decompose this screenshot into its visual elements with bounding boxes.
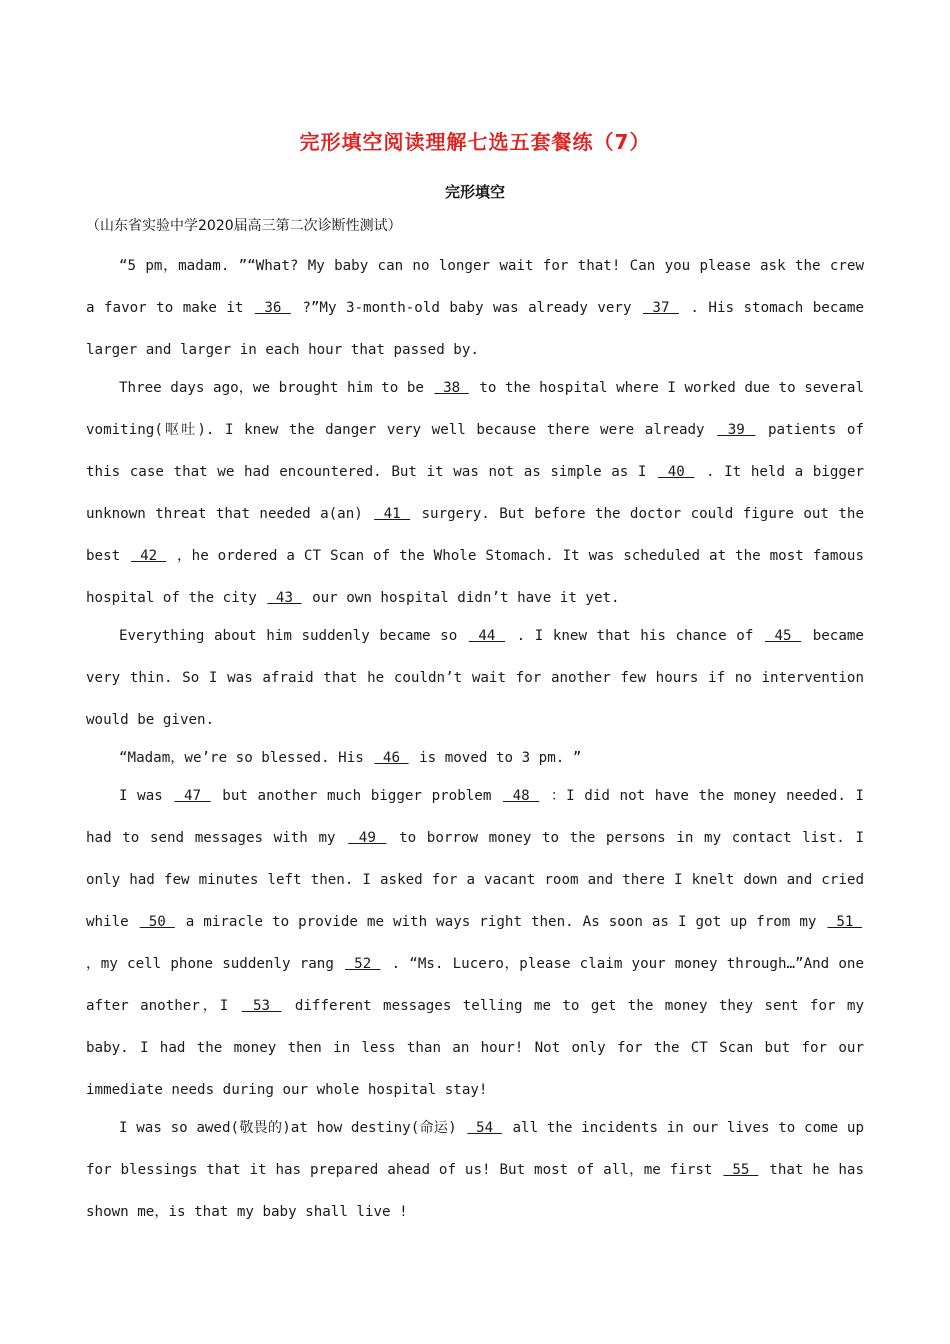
blank-number: 53 [241, 998, 282, 1014]
blank-number: 49 [348, 830, 387, 846]
passage-text: . I knew that his chance of [507, 628, 763, 644]
passage-text: ?”My 3-month-old baby was already very [292, 300, 641, 316]
blank-number: 42 [131, 548, 167, 564]
passage-text: ：I did not have the money needed. I had to send messages with my [86, 788, 865, 846]
section-title: 完形填空 [444, 183, 505, 201]
passage-text: different messages telling me to get the money they sent for my baby. I had the money then in less than an hour! Not only for the CT Scan but for our immediate needs during our whole hospital stay! [86, 998, 865, 1098]
blank-number: 44 [468, 628, 506, 644]
passage-text: to the hospital where I worked due to several vomiting(呕吐). I knew the danger very well because there were already [86, 380, 864, 438]
passage-text: ，my cell phone suddenly rang [86, 956, 344, 972]
blank-number: 50 [139, 914, 175, 930]
blank-number: 40 [658, 464, 695, 480]
blank-number: 36 [254, 300, 291, 316]
blank-number: 41 [374, 506, 411, 522]
passage-text: . His stomach became larger and larger in each hour that passed by. [86, 300, 864, 358]
passage-text: our own hospital didn’t have it yet. [303, 590, 620, 606]
passage-text: . “Ms. Lucero，please claim your money through…”And one after another，I [86, 956, 864, 1014]
passage-body [86, 245, 864, 1229]
blank-number: 38 [434, 380, 469, 396]
passage-paragraph [86, 367, 864, 619]
passage-text: Three days ago，we brought him to be [119, 380, 433, 396]
blank-number: 39 [717, 422, 756, 438]
blank-number: 46 [374, 750, 409, 766]
blank-number: 51 [827, 914, 863, 930]
passage-text: but another much bigger problem [212, 788, 501, 804]
passage-paragraph [86, 775, 864, 1111]
passage-text: I was so awed(敬畏的)at how destiny(命运) [119, 1120, 466, 1136]
page-title: 完形填空阅读理解七选五套餐练（7） [299, 130, 651, 154]
passage-text: “Madam，we’re so blessed. His [119, 750, 373, 766]
blank-number: 45 [764, 628, 802, 644]
blank-number: 48 [502, 788, 540, 804]
passage-text: that he has shown me，is that my baby shall live ! [86, 1162, 865, 1220]
passage-text: to borrow money to the persons in my contact list. I only had few minutes left then. I asked for a vacant room and there I knelt down and cried while [86, 830, 864, 930]
passage-text: all the incidents in our lives to come up for blessings that it has prepared ahead of us! But most of all，me first [86, 1120, 864, 1178]
source-note: （山东省实验中学2020届高三第二次诊断性测试） [86, 218, 402, 234]
passage-paragraph [86, 737, 864, 779]
passage-text: “5 pm，madam. ”“What? My baby can no longer wait for that! Can you please ask the crew a favor to make it [86, 258, 864, 316]
passage-paragraph [86, 245, 864, 371]
blank-number: 54 [467, 1120, 502, 1136]
blank-number: 55 [723, 1162, 759, 1178]
blank-number: 37 [642, 300, 679, 316]
blank-number: 43 [267, 590, 302, 606]
passage-text: surgery. But before the doctor could figure out the best [86, 506, 864, 564]
passage-text: I was [119, 788, 173, 804]
passage-text: became very thin. So I was afraid that he couldn’t wait for another few hours if no intervention would be given. [86, 628, 864, 728]
passage-text: patients of this case that we had encountered. But it was not as simple as I [86, 422, 865, 480]
passage-text: is moved to 3 pm. ” [410, 750, 582, 766]
blank-number: 52 [345, 956, 381, 972]
blank-number: 47 [174, 788, 211, 804]
passage-text: a miracle to provide me with ways right then. As soon as I got up from my [176, 914, 826, 930]
passage-text: Everything about him suddenly became so [119, 628, 467, 644]
passage-paragraph [86, 1107, 864, 1233]
passage-paragraph [86, 615, 864, 741]
passage-text: . It held a bigger unknown threat that needed a(an) [86, 464, 864, 522]
passage-text: ，he ordered a CT Scan of the Whole Stomach. It was scheduled at the most famous hospital of the city [86, 548, 864, 606]
